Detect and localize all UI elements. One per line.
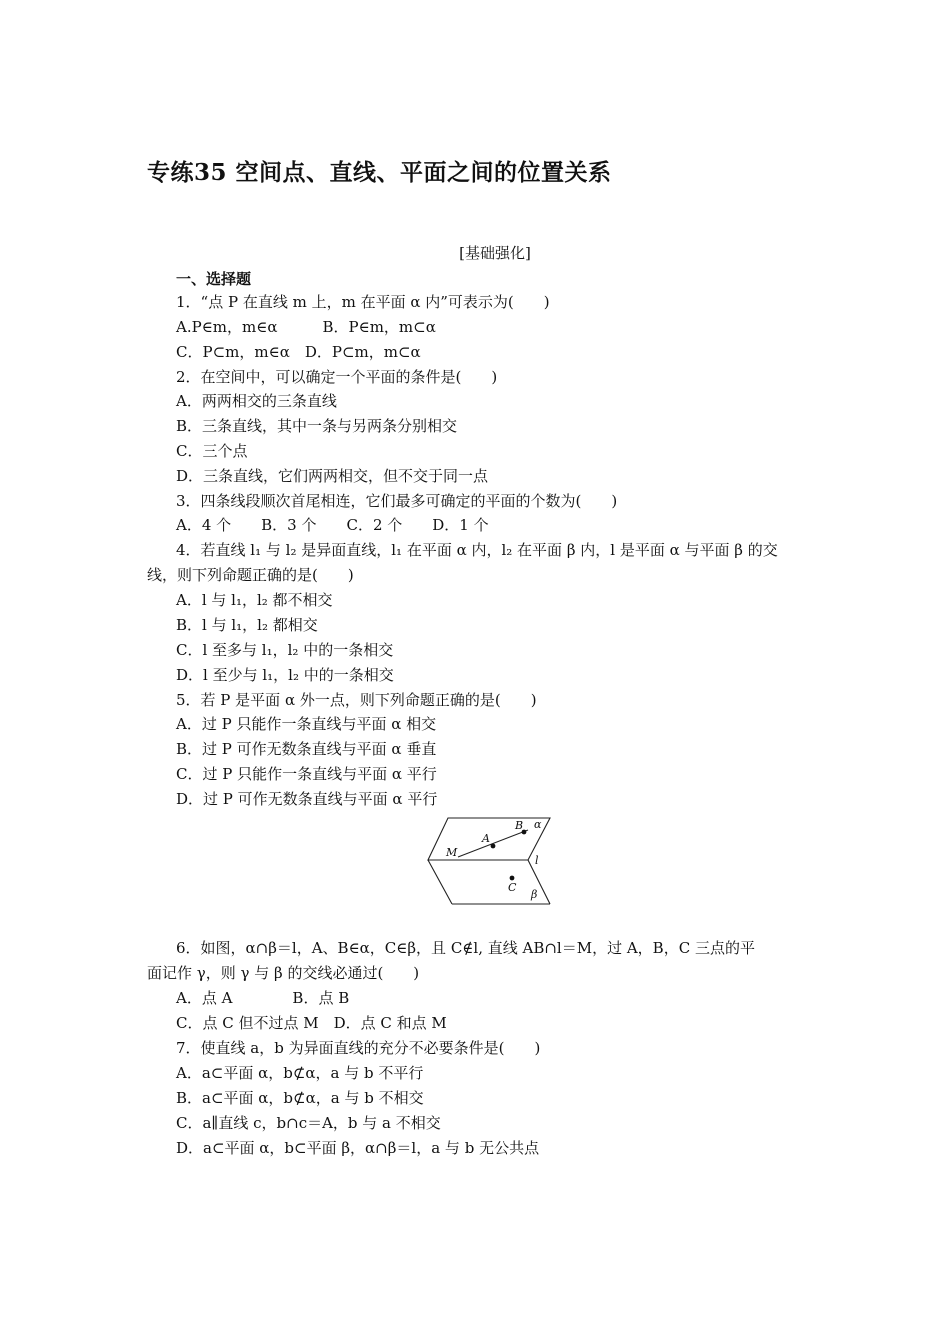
q4-option-d: D．l 至少与 l₁，l₂ 中的一条相交 [176, 666, 394, 684]
q2-option-b: B．三条直线，其中一条与另两条分别相交 [176, 417, 458, 435]
page-title: 专练35 空间点、直线、平面之间的位置关系 [147, 159, 612, 186]
question-6-cont: 面记作 γ，则 γ 与 β 的交线必通过( ) [147, 964, 420, 982]
q5-option-b: B．过 P 可作无数条直线与平面 α 垂直 [176, 740, 437, 758]
q6-options-cd: C．点 C 但不过点 M D．点 C 和点 M [176, 1014, 447, 1032]
plane-beta-left-edge [428, 860, 452, 904]
q7-option-a: A．a⊂平面 α，b⊄α，a 与 b 不平行 [176, 1064, 424, 1082]
q5-option-d: D．过 P 可作无数条直线与平面 α 平行 [176, 790, 438, 808]
label-c: C [508, 881, 517, 894]
q2-option-a: A．两两相交的三条直线 [176, 392, 337, 410]
section-tag: [基础强化] [459, 244, 531, 262]
label-beta: β [531, 888, 538, 901]
question-5: 5．若 P 是平面 α 外一点，则下列命题正确的是( ) [176, 691, 537, 709]
label-alpha: α [534, 818, 542, 831]
label-a: A [482, 832, 490, 845]
q4-option-b: B．l 与 l₁，l₂ 都相交 [176, 616, 318, 634]
question-4-cont: 线，则下列命题正确的是( ) [147, 566, 354, 584]
line-ab [458, 830, 528, 857]
q4-option-a: A．l 与 l₁，l₂ 都不相交 [176, 591, 333, 609]
q5-option-c: C．过 P 只能作一条直线与平面 α 平行 [176, 765, 437, 783]
section-heading: 一、选择题 [176, 270, 252, 288]
q2-option-c: C．三个点 [176, 442, 248, 460]
q7-option-b: B．a⊂平面 α，b⊄α，a 与 b 不相交 [176, 1089, 424, 1107]
planes-figure [420, 814, 560, 910]
question-3: 3．四条线段顺次首尾相连，它们最多可确定的平面的个数为( ) [176, 492, 618, 510]
q6-options-ab: A．点 A B．点 B [176, 989, 350, 1007]
question-2: 2．在空间中，可以确定一个平面的条件是( ) [176, 368, 498, 386]
q4-option-c: C．l 至多与 l₁，l₂ 中的一条相交 [176, 641, 394, 659]
q7-option-d: D．a⊂平面 α，b⊂平面 β，α∩β＝l，a 与 b 无公共点 [176, 1139, 540, 1157]
q3-options: A．4 个 B．3 个 C．2 个 D．1 个 [176, 516, 489, 534]
question-1: 1．“点 P 在直线 m 上，m 在平面 α 内”可表示为( ) [176, 293, 550, 311]
q2-option-d: D．三条直线，它们两两相交，但不交于同一点 [176, 467, 489, 485]
point-c [510, 876, 515, 881]
question-7: 7．使直线 a，b 为异面直线的充分不必要条件是( ) [176, 1039, 541, 1057]
q1-options-cd: C．P⊂m，m∈α D．P⊂m，m⊂α [176, 343, 421, 361]
question-6: 6．如图，α∩β＝l，A、B∈α，C∈β，且 C∉l, 直线 AB∩l＝M，过 A，B，C 三点的平 [176, 939, 755, 957]
label-l: l [535, 854, 539, 867]
q5-option-a: A．过 P 只能作一条直线与平面 α 相交 [176, 715, 437, 733]
point-a [491, 844, 496, 849]
label-m: M [446, 846, 458, 859]
q1-options-ab: A.P∈m，m∈α B．P∈m，m⊂α [176, 318, 436, 336]
q7-option-c: C．a∥直线 c，b∩c＝A，b 与 a 不相交 [176, 1114, 441, 1132]
label-b: B [515, 819, 524, 832]
question-4: 4．若直线 l₁ 与 l₂ 是异面直线，l₁ 在平面 α 内，l₂ 在平面 β 内，l 是平面 α 与平面 β 的交 [176, 541, 778, 559]
